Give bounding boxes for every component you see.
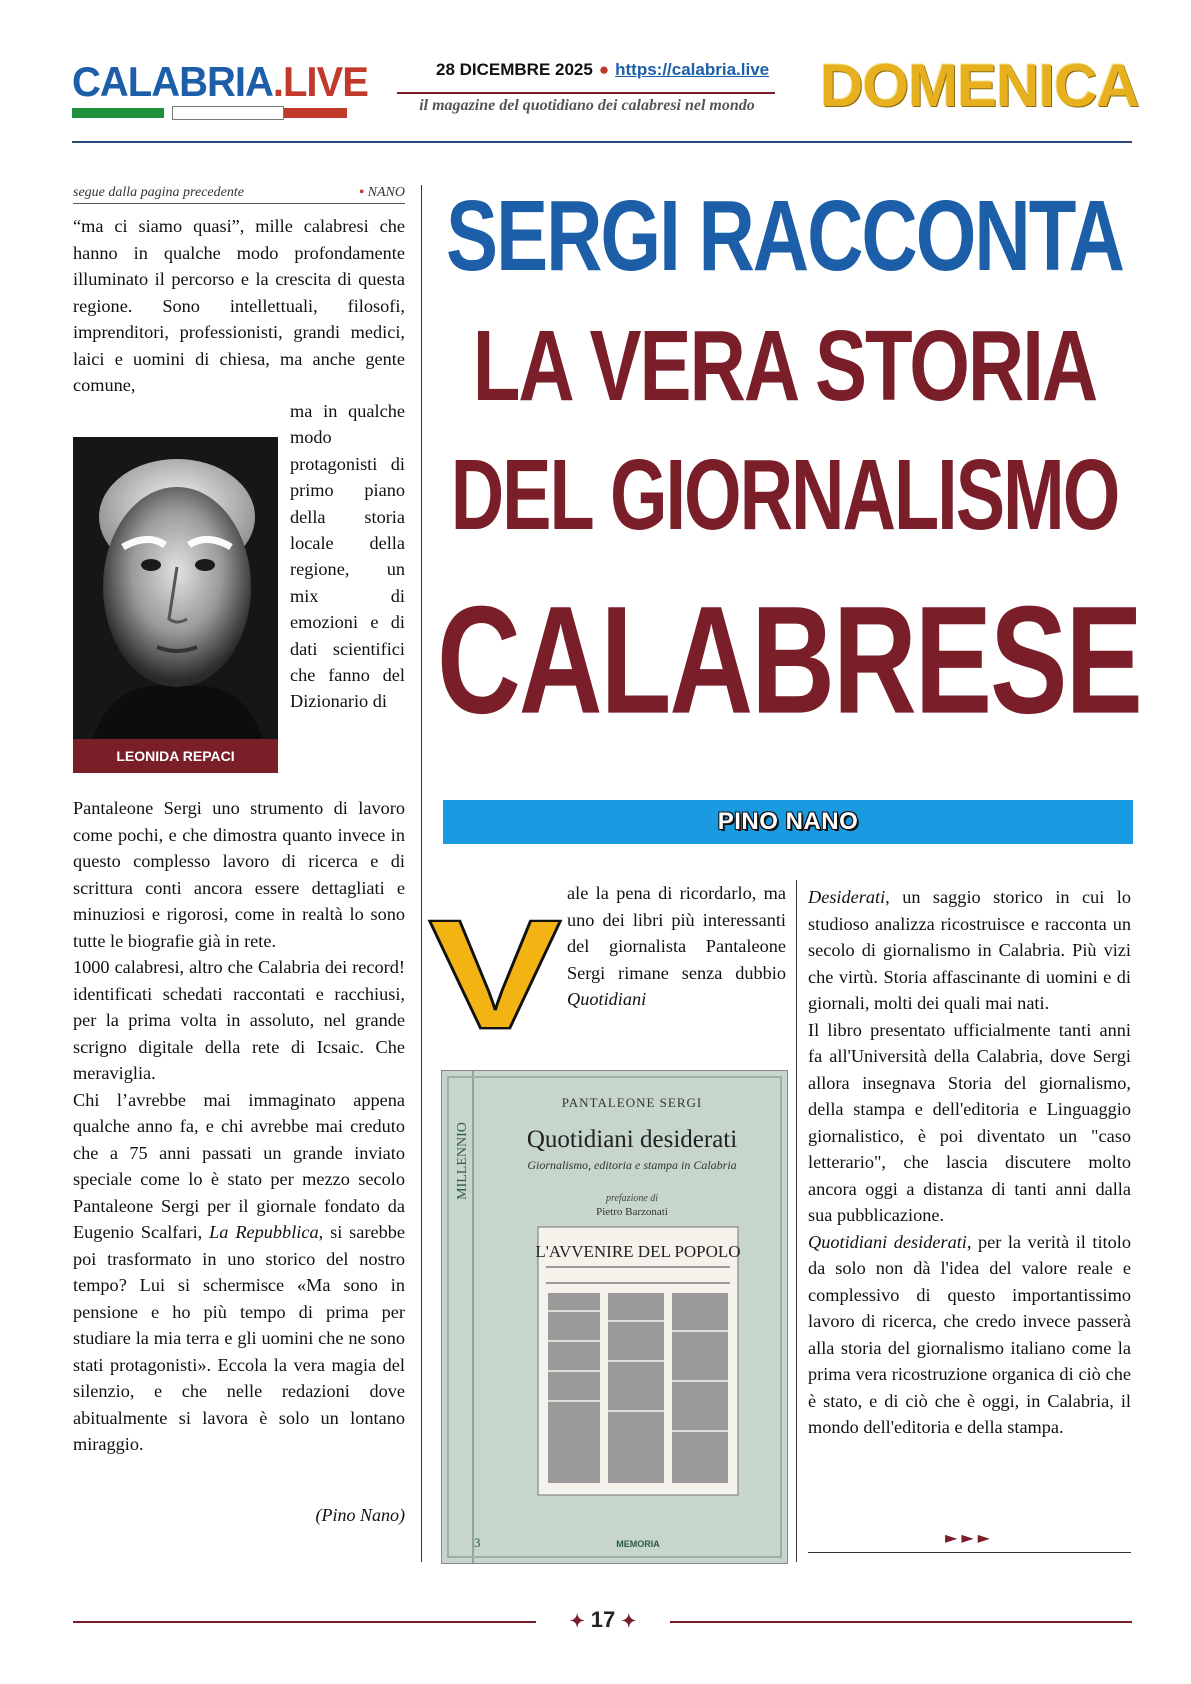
- continued-label: segue dalla pagina precedente: [73, 185, 244, 200]
- book-title-inline-3: Quotidiani desiderati: [808, 1231, 967, 1252]
- headline-line-2: LA VERA STORIA: [472, 309, 1097, 422]
- continued-rule: [73, 203, 405, 204]
- left-column-body: [73, 795, 405, 1458]
- site-link[interactable]: https://calabria.live: [615, 60, 770, 79]
- right-paragraph-1: [808, 884, 1131, 1017]
- continued-author: [359, 185, 405, 201]
- right-paragraph-3-text: , per la verità il titolo da solo non dà l'idea del valore reale e complessivo di questo importantissimo lavoro di ricerca, che credo invece passerà alla storia del giornalismo italiano come la prima vera ricostruzione organica di ciò che è stato, e di ciò che è oggi, in Calabria, il mondo dell'editoria e della stampa.: [808, 1231, 1131, 1437]
- left-column-intro: [73, 213, 405, 399]
- page-number: [536, 1607, 670, 1633]
- book-author: PANTALEONE SERGI: [561, 1095, 703, 1110]
- dateline: [436, 60, 769, 80]
- right-column-text: [808, 884, 1131, 1441]
- calabria-live-logo: [72, 58, 368, 120]
- page-number-value: 17: [590, 1607, 616, 1632]
- right-column-end-rule: [808, 1552, 1131, 1553]
- left-paragraph-4-a: Chi l’avrebbe mai immaginato appena qualche anno fa, e chi avrebbe mai creduto che a 75 anni passati un grande inviato speciale come lo è stato per mezzo secolo Pantaleone Sergi per il giornale fondato da Eugenio Scalfari,: [73, 1089, 405, 1242]
- drop-cap: [428, 880, 562, 1063]
- book-title: Quotidiani desiderati: [526, 1126, 738, 1153]
- right-paragraph-2: Il libro presentato ufficialmente tanti anni fa all'Università della Calabria, dove Sergi allora insegnava Storia del giornalismo, della stampa e dell'editoria e Linguaggio giornalistico, è poi diventato un "caso letterario", che lascia discutere molto ancora oggi a distanza di tanti anni dalla sua pubblicazione.: [808, 1019, 1131, 1225]
- author-name: PINO NANO: [717, 808, 859, 835]
- continues-arrows-icon: ►►►: [945, 1528, 994, 1547]
- photo-caption: LEONIDA REPACI: [73, 739, 278, 773]
- book-number: 3: [474, 1535, 481, 1550]
- portrait-photo: [73, 437, 278, 773]
- middle-paragraph-text: ale la pena di ricordarlo, ma uno dei libri più interessanti del giornalista Pantaleone Sergi rimane senza dubbio: [567, 883, 786, 983]
- headline-line-3: DEL GIORNALISMO: [450, 438, 1119, 551]
- continued-author-name: NANO: [367, 185, 405, 200]
- star-icon: ✦: [569, 1611, 585, 1631]
- logo-box: [172, 106, 284, 120]
- left-narrow-paragraph: ma in qualche modo protagonisti di primo piano della storia locale della regione, un mix di emozioni e di dati scientifici che fanno del Dizionario di: [290, 401, 405, 712]
- left-paragraph-4: [73, 1087, 405, 1458]
- newspaper-name: La Repubblica: [209, 1222, 319, 1242]
- star-icon: ✦: [621, 1611, 637, 1631]
- left-paragraph-4-b: , si sarebbe poi trasformato in uno storico del nostro tempo? Lui si schermisce «Ma sono in pensione e ho più tempo di prima per studiare la mia terra e gli uomini che ne sono stati protagonisti». Eccola la vera magia del silenzio, e che nelle redazioni dove abitualmente si lavora è solo un lontano miraggio.: [73, 1222, 405, 1454]
- portrait-image: [73, 437, 278, 739]
- footer-rule-right: [670, 1621, 1132, 1623]
- header-rule: [72, 141, 1132, 143]
- signature: (Pino Nano): [315, 1505, 405, 1525]
- tagline: il magazine del quotidiano dei calabresi nel mondo: [419, 97, 755, 114]
- left-column-wrap-text: [290, 398, 405, 715]
- footer-rule-left: [73, 1621, 536, 1623]
- bullet-icon: •: [359, 185, 365, 200]
- author-bar: [443, 800, 1133, 844]
- issue-date: 28 DICEMBRE 2025: [436, 60, 593, 79]
- bullet-icon: ●: [598, 60, 610, 79]
- continued-from-note: [73, 185, 405, 201]
- logo-text-live: .LIVE: [272, 59, 368, 106]
- drop-cap-letter: V: [428, 888, 562, 1063]
- book-title-inline-2: Desiderati,: [808, 887, 890, 907]
- left-paragraph-1: “ma ci siamo quasi”, mille calabresi che hanno in qualche modo profondamente illuminato il percorso e la crescita di questa regione. Sono intellettuali, filosofi, imprenditori, professionisti, grandi medici, laici e uomini di chiesa, ma anche gente comune,: [73, 216, 405, 395]
- headline-line-1: SERGI RACCONTA: [446, 179, 1123, 292]
- column-divider-left: [421, 185, 422, 1562]
- headline-line-4: CALABRESE: [437, 574, 1141, 746]
- right-paragraph-3: [808, 1229, 1131, 1441]
- book-cover-illustration: [442, 1071, 787, 1563]
- left-paragraph-2: Pantaleone Sergi uno strumento di lavoro come pochi, e che dimostra quanto invece in questo complesso lavoro di ricerca e di scrittura conti ancora essere dettagliati e minuziosi e rigorosi, come in realtà lo sono tutte le biografie già in rete.: [73, 798, 405, 951]
- book-cover-image: [441, 1070, 788, 1564]
- book-preface-name: Pietro Barzonati: [596, 1206, 668, 1218]
- book-newspaper-masthead: L'AVVENIRE DEL POPOLO: [535, 1242, 741, 1261]
- right-paragraph-1-text: un saggio storico in cui lo studioso analizza ricostruisce e racconta un secolo di giornalismo in Calabria. Più vizi che virtù. Storia affascinante di uomini e di giornali, molti dei quali mai nati.: [808, 887, 1131, 1013]
- book-publisher: MEMORIA: [616, 1539, 660, 1549]
- logo-text-calabria: CALABRIA: [72, 59, 273, 106]
- book-series-label: MILLENNIO: [455, 1122, 470, 1200]
- header-mid-rule: [397, 92, 775, 94]
- book-preface-label: prefazione di: [605, 1193, 659, 1204]
- edition-title: DOMENICA: [820, 52, 1139, 119]
- book-title-inline: Quotidiani: [567, 989, 647, 1009]
- left-paragraph-3: 1000 calabresi, altro che Calabria dei record! identificati schedati raccontati e racchiusi, per la prima volta in assoluto, nel grande scrigno digitale della rete di Icsaic. Che meraviglia.: [73, 957, 405, 1083]
- book-subtitle: Giornalismo, editoria e stampa in Calabria: [527, 1158, 737, 1172]
- column-divider-right: [796, 880, 797, 1562]
